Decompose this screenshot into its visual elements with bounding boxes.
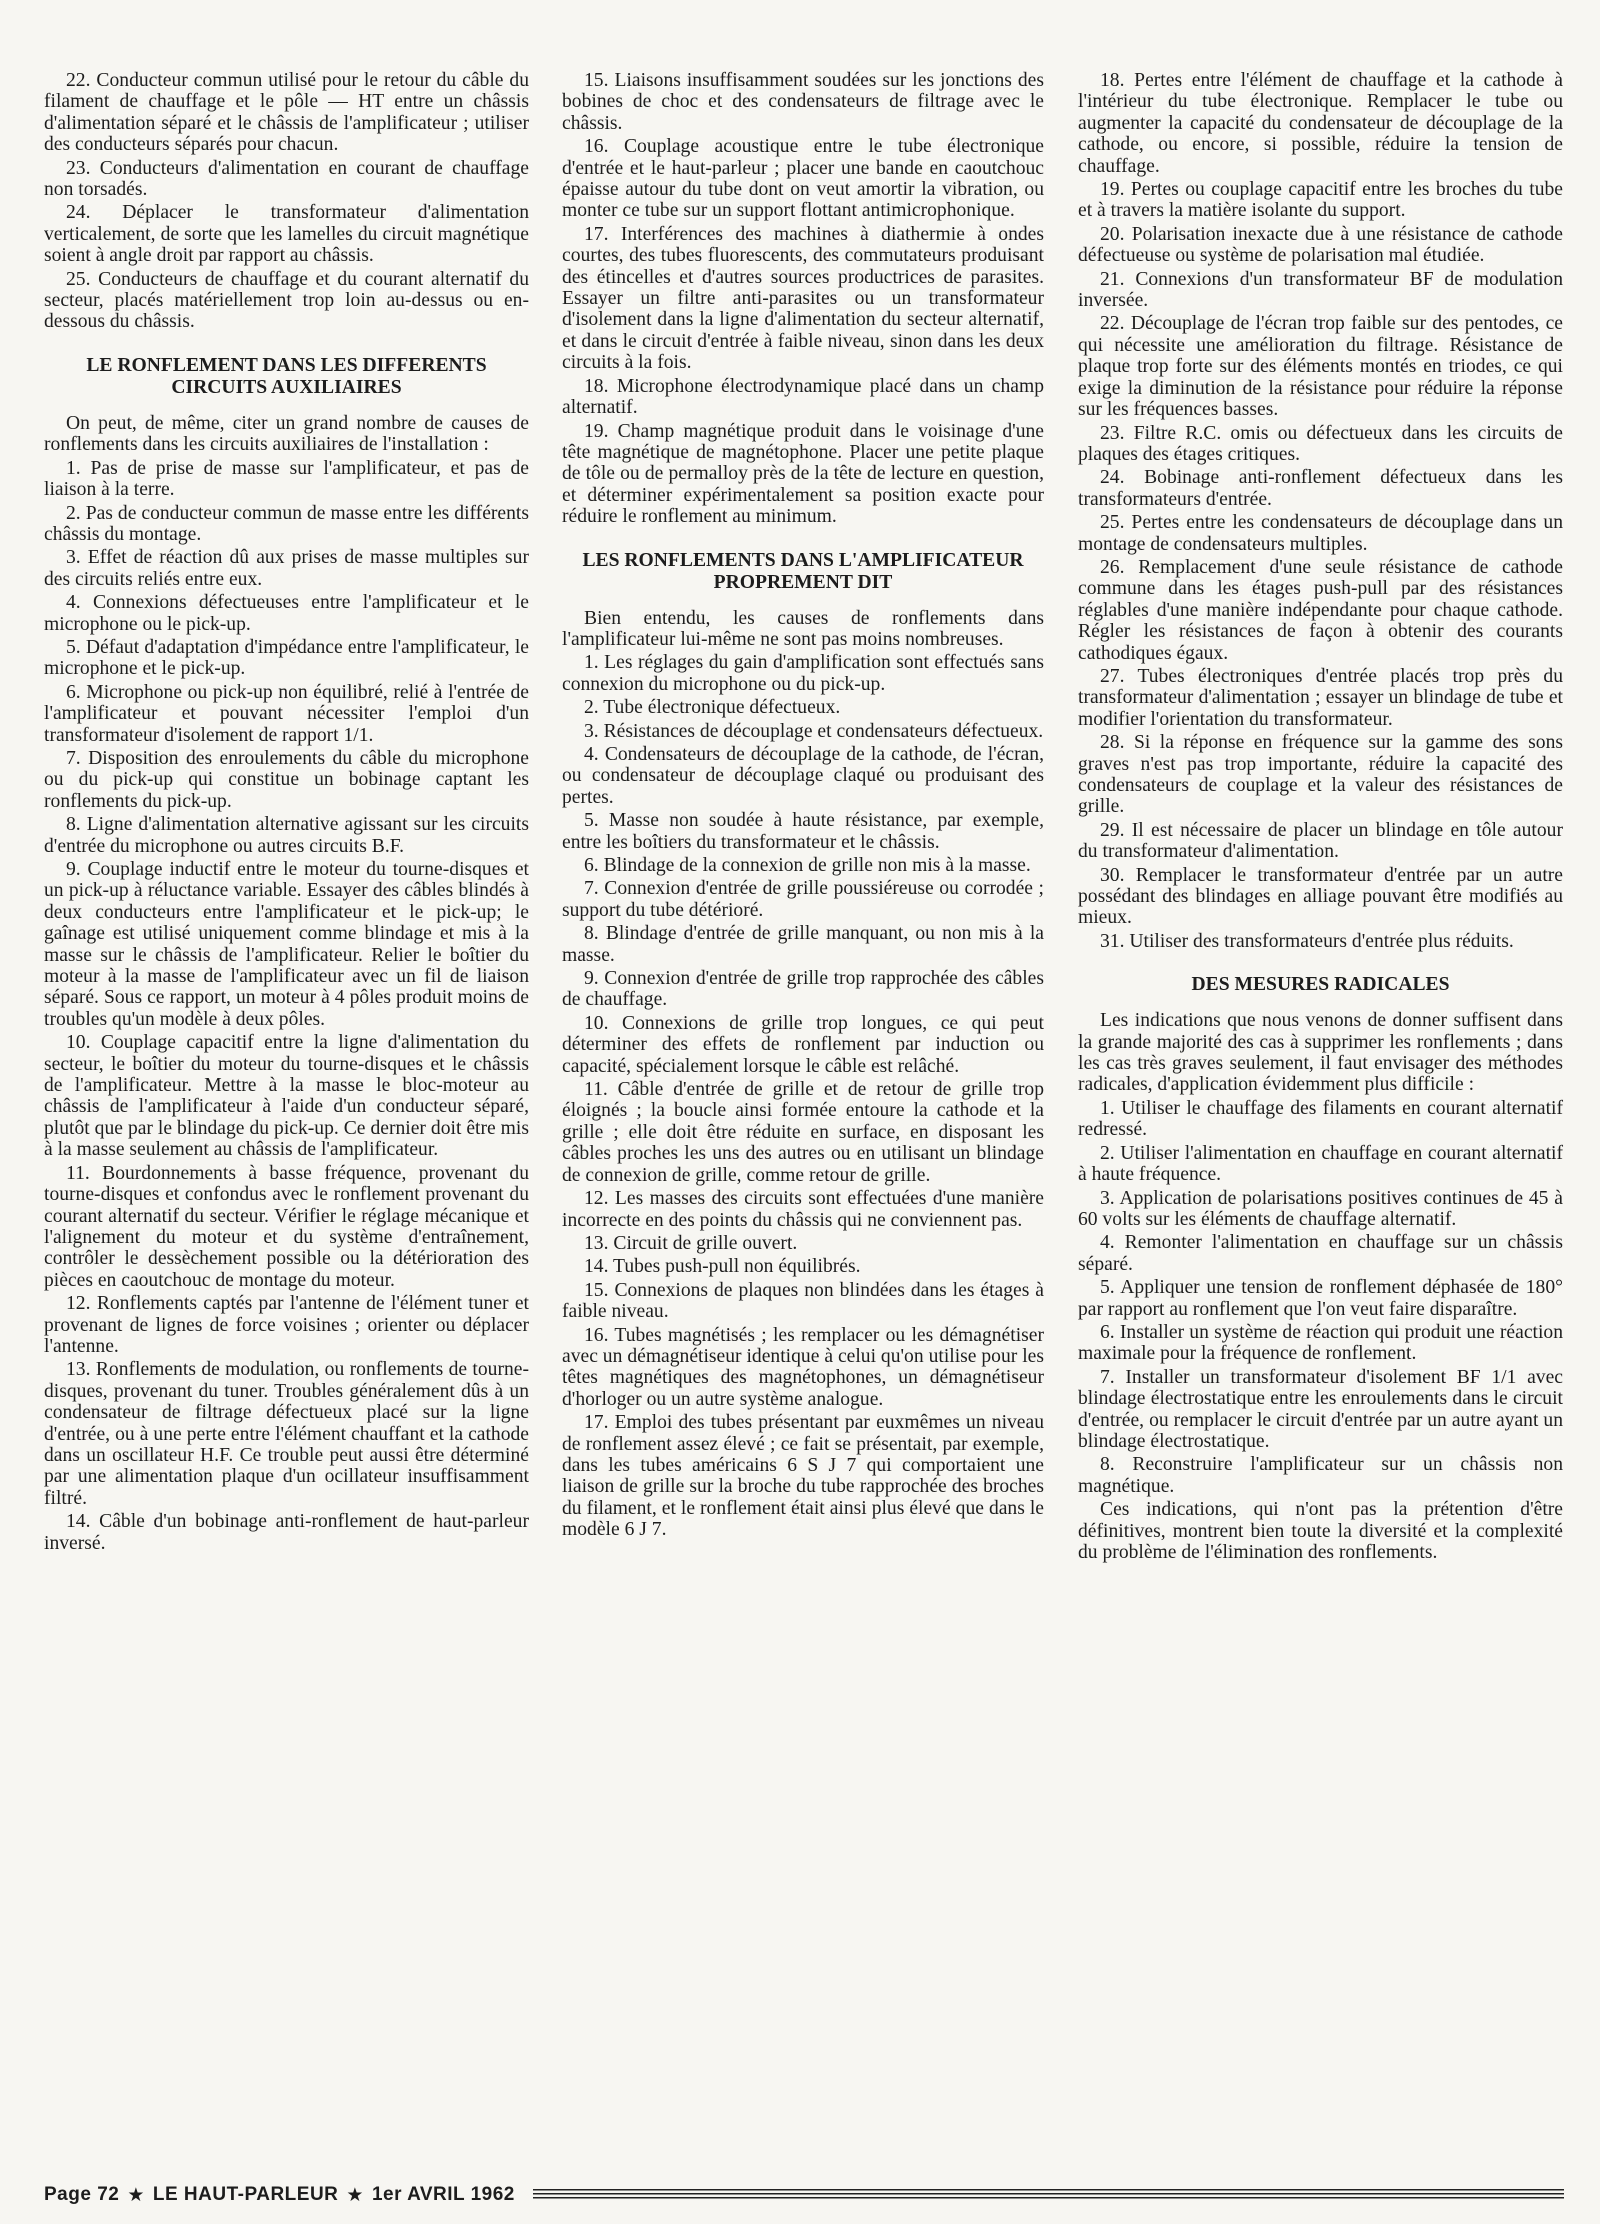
publication-name: LE HAUT-PARLEUR	[152, 2184, 339, 2205]
paragraph: 9. Connexion d'entrée de grille trop rapprochée des câbles de chauffage.	[562, 968, 1044, 1011]
page-number: Page 72	[44, 2184, 120, 2205]
paragraph: Ces indications, qui n'ont pas la prétention d'être définitives, montrent bien toute la diversité et la complexité du problème de l'élimination des ronflements.	[1078, 1499, 1563, 1563]
paragraph: 15. Connexions de plaques non blindées dans les étages à faible niveau.	[562, 1279, 1044, 1323]
paragraph: 19. Pertes ou couplage capacitif entre les broches du tube et à travers la matière isolante du support.	[1078, 179, 1563, 222]
footer-rule	[533, 2189, 1564, 2201]
paragraph: 3. Résistances de découplage et condensateurs défectueux.	[584, 720, 1044, 742]
paragraph: 1. Les réglages du gain d'amplification sont effectués sans connexion du microphone ou du pick-up.	[562, 652, 1044, 695]
paragraph: 17. Emploi des tubes présentant par euxmêmes un niveau de ronflement assez élevé ; ce fait se présentait, par exemple, dans les tubes américains 6 S J 7 qui comportaient une liaison de grille sur la broche du tube rapprochée des broches du filament, et le ronflement était ainsi plus élevé que dans le modèle 6 J 7.	[562, 1412, 1044, 1541]
paragraph: 18. Pertes entre l'élément de chauffage et la cathode à l'intérieur du tube électronique. Remplacer le tube ou augmenter la capacité du condensateur de découplage de la cathode, ou encore, si possible, réduire la tension de chauffage.	[1078, 70, 1563, 177]
paragraph: 2. Pas de conducteur commun de masse entre les différents châssis du montage.	[44, 502, 529, 545]
paragraph: 4. Condensateurs de découplage de la cathode, de l'écran, ou condensateur de découplage claqué ou produisant des pertes.	[562, 743, 1044, 808]
paragraph: 1. Utiliser le chauffage des filaments en courant alternatif redressé.	[1078, 1097, 1563, 1141]
column-3	[1078, 70, 1563, 1565]
paragraph: 9. Couplage inductif entre le moteur du tourne-disques et un pick-up à réluctance variable. Essayer des câbles blindés à deux conducteurs entre l'amplificateur et le pick-up; le gaînage est utilisé uniquement comme blindage et mis à la masse sur le châssis de l'amplificateur. Relier le boîtier du moteur à la masse de l'amplificateur avec un fil de liaison séparé. Sous ce rapport, un moteur à 4 pôles produit moins de troubles qu'un modèle à deux pôles.	[44, 859, 529, 1030]
star-separator: ★	[127, 2184, 145, 2206]
paragraph: 30. Remplacer le transformateur d'entrée par un autre possédant des blindages en alliage pouvant être modifiés au mieux.	[1078, 864, 1563, 929]
paragraph: 10. Couplage capacitif entre la ligne d'alimentation du secteur, le boîtier du moteur du tourne-disques et le châssis de l'amplificateur. Mettre à la masse le bloc-moteur au châssis de l'amplificateur à l'aide d'un conducteur séparé, plutôt que par le blindage du pick-up. Ce dernier doit être mis à la masse seulement au châssis de l'amplificateur.	[44, 1032, 529, 1161]
paragraph: 7. Connexion d'entrée de grille poussiéreuse ou corrodée ; support du tube détérioré.	[562, 878, 1044, 921]
paragraph: 6. Microphone ou pick-up non équilibré, relié à l'entrée de l'amplificateur et pouvant nécessiter l'emploi d'un transformateur d'isolement de rapport 1/1.	[44, 681, 529, 746]
paragraph: 4. Connexions défectueuses entre l'amplificateur et le microphone ou le pick-up.	[44, 592, 529, 635]
paragraph: 5. Appliquer une tension de ronflement déphasée de 180° par rapport au ronflement que l'on veut faire disparaître.	[1078, 1277, 1563, 1320]
paragraph: 10. Connexions de grille trop longues, ce qui peut déterminer des effets de ronflement par induction ou capacité, spécialement lorsque le câble est relâché.	[562, 1012, 1044, 1077]
page-footer	[44, 2182, 1564, 2208]
paragraph: 20. Polarisation inexacte due à une résistance de cathode défectueuse ou système de polarisation mal étudiée.	[1078, 223, 1563, 267]
issue-date: 1er AVRIL 1962	[371, 2184, 515, 2205]
paragraph: 5. Défaut d'adaptation d'impédance entre l'amplificateur, le microphone et le pick-up.	[44, 636, 529, 680]
paragraph: 25. Conducteurs de chauffage et du courant alternatif du secteur, placés matériellement trop loin au-dessus ou en-dessous du châssis.	[44, 268, 529, 333]
paragraph: 6. Blindage de la connexion de grille non mis à la masse.	[584, 855, 1031, 876]
paragraph: 2. Tube électronique défectueux.	[584, 697, 841, 719]
section-heading: LE RONFLEMENT DANS LES DIFFERENTS CIRCUITS AUXILIAIRES	[86, 354, 487, 398]
paragraph: 3. Application de polarisations positives continues de 45 à 60 volts sur les éléments de chauffage alternatif.	[1078, 1187, 1563, 1230]
paragraph: 22. Découplage de l'écran trop faible sur des pentodes, ce qui nécessite une amélioration du filtrage. Résistance de plaque trop forte sur des éléments montés en triodes, ce qui exige la diminution de la résistance pour réduire la réponse sur les fréquences basses.	[1078, 313, 1563, 421]
paragraph: 26. Remplacement d'une seule résistance de cathode commune dans les étages push-pull par des résistances réglables d'une manière indépendante pour chaque cathode. Régler les résistances de façon à obtenir des courants cathodiques égaux.	[1078, 556, 1563, 664]
paragraph: 2. Utiliser l'alimentation en chauffage en courant alternatif à haute fréquence.	[1078, 1142, 1563, 1186]
paragraph: Bien entendu, les causes de ronflements dans l'amplificateur lui-même ne sont pas moins nombreuses.	[562, 607, 1044, 650]
paragraph: 25. Pertes entre les condensateurs de découplage dans un montage de condensateurs multiples.	[1078, 512, 1563, 555]
paragraph: 12. Ronflements captés par l'antenne de l'élément tuner et provenant de lignes de force voisines ; orienter ou déplacer l'antenne.	[44, 1293, 529, 1357]
paragraph: 7. Installer un transformateur d'isolement BF 1/1 avec blindage électrostatique entre les enroulements dans le circuit d'entrée, ou remplacer le circuit d'entrée par un autre ayant un blindage électrostatique.	[1078, 1366, 1563, 1452]
paragraph: 11. Bourdonnements à basse fréquence, provenant du tourne-disques et confondus avec le ronflement provenant du courant alternatif du secteur. Vérifier le réglage mécanique et l'alignement du moteur et du système d'entraînement, contrôler le dessèchement possible ou la détérioration des pièces en caoutchouc de montage du moteur.	[44, 1162, 529, 1291]
paragraph: 24. Déplacer le transformateur d'alimentation verticalement, de sorte que les lamelles du circuit magnétique soient à angle droit par rapport au châssis.	[44, 202, 529, 267]
paragraph: 12. Les masses des circuits sont effectuées d'une manière incorrecte en des points du châssis qui ne conviennent pas.	[562, 1188, 1044, 1231]
paragraph: 11. Câble d'entrée de grille et de retour de grille trop éloignés ; la boucle ainsi formée entoure la cathode et la grille ; elle doit être réduite en surface, en disposant les câbles proches les uns des autres ou en utilisant un blindage de connexion de grille, comme retour de grille.	[562, 1079, 1044, 1186]
paragraph: 14. Tubes push-pull non équilibrés.	[584, 1256, 861, 1278]
paragraph: 5. Masse non soudée à haute résistance, par exemple, entre les boîtiers du transformateur et le châssis.	[562, 810, 1044, 853]
paragraph: 6. Installer un système de réaction qui produit une réaction maximale pour la fréquence de ronflement.	[1078, 1321, 1563, 1365]
paragraph: 1. Pas de prise de masse sur l'amplificateur, et pas de liaison à la terre.	[44, 457, 529, 501]
paragraph: 16. Couplage acoustique entre le tube électronique d'entrée et le haut-parleur ; placer une bande en caoutchouc épaisse autour du tube dont on veut amortir la vibration, ou monter ce tube sur un support flottant antimicrophonique.	[562, 136, 1044, 222]
paragraph: 27. Tubes électroniques d'entrée placés trop près du transformateur d'alimentation ; essayer un blindage de tube et modifier l'orientation du transformateur.	[1078, 665, 1563, 730]
paragraph: 28. Si la réponse en fréquence sur la gamme des sons graves n'est pas trop importante, réduire la capacité des condensateurs de couplage et la valeur des résistances de grille.	[1078, 732, 1563, 818]
paragraph: 3. Effet de réaction dû aux prises de masse multiples sur des circuits reliés entre eux.	[44, 547, 529, 590]
paragraph: 22. Conducteur commun utilisé pour le retour du câble du filament de chauffage et le pôle — HT entre un châssis d'alimentation séparé et le châssis de l'amplificateur ; utiliser des conducteurs séparés pour chacun.	[44, 70, 529, 156]
column-2	[562, 70, 1044, 1543]
paragraph: 31. Utiliser des transformateurs d'entrée plus réduits.	[1100, 930, 1514, 952]
paragraph: 29. Il est nécessaire de placer un blindage en tôle autour du transformateur d'alimentation.	[1078, 819, 1563, 863]
paragraph: 24. Bobinage anti-ronflement défectueux dans les transformateurs d'entrée.	[1078, 467, 1563, 510]
paragraph: 15. Liaisons insuffisamment soudées sur les jonctions des bobines de choc et des condensateurs de filtrage avec le châssis.	[562, 70, 1044, 134]
paragraph: 7. Disposition des enroulements du câble du microphone ou du pick-up qui constitue un bobinage captant les ronflements du pick-up.	[44, 747, 529, 812]
paragraph: 8. Blindage d'entrée de grille manquant, ou non mis à la masse.	[562, 923, 1044, 966]
paragraph: 17. Interférences des machines à diathermie à ondes courtes, des tubes fluorescents, des commutateurs produisant des étincelles et d'autres sources productrices de parasites. Essayer un filtre anti-parasites ou un transformateur d'isolement dans la ligne d'alimentation du secteur alternatif, et dans le circuit d'entrée à faible niveau, sinon dans les deux circuits à la fois.	[562, 223, 1044, 374]
paragraph: 8. Reconstruire l'amplificateur sur un châssis non magnétique.	[1078, 1454, 1563, 1497]
paragraph: 14. Câble d'un bobinage anti-ronflement de haut-parleur inversé.	[44, 1511, 529, 1554]
paragraph: 4. Remonter l'alimentation en chauffage sur un châssis séparé.	[1078, 1232, 1563, 1275]
paragraph: Les indications que nous venons de donner suffisent dans la grande majorité des cas à supprimer les ronflements ; dans les cas très graves seulement, il faut envisager des méthodes radicales, d'application évidemment plus difficile :	[1078, 1010, 1563, 1096]
paragraph: 16. Tubes magnétisés ; les remplacer ou les démagnétiser avec un démagnétiseur identique à celui qu'on utilise pour les têtes magnétiques des magnétophones, un démagnétiseur d'horloger ou un autre système analogue.	[562, 1324, 1044, 1410]
section-heading: DES MESURES RADICALES	[1191, 974, 1450, 996]
paragraph: On peut, de même, citer un grand nombre de causes de ronflements dans les circuits auxiliaires de l'installation :	[44, 412, 529, 456]
paragraph: 23. Conducteurs d'alimentation en courant de chauffage non torsadés.	[44, 157, 529, 201]
paragraph: 8. Ligne d'alimentation alternative agissant sur les circuits d'entrée du microphone ou autres circuits B.F.	[44, 814, 529, 857]
column-1	[44, 70, 529, 1556]
paragraph: 21. Connexions d'un transformateur BF de modulation inversée.	[1078, 268, 1563, 312]
paragraph: 19. Champ magnétique produit dans le voisinage d'une tête magnétique de magnétophone. Placer une petite plaque de tôle ou de permalloy près de la tête de lecture en question, et déterminer expérimentalement sa position exacte pour réduire le ronflement au minimum.	[562, 420, 1044, 528]
star-separator: ★	[346, 2184, 364, 2206]
paragraph: 23. Filtre R.C. omis ou défectueux dans les circuits de plaques des étages critiques.	[1078, 422, 1563, 465]
paragraph: 13. Circuit de grille ouvert.	[584, 1232, 798, 1254]
paragraph: 13. Ronflements de modulation, ou ronflements de tourne-disques, provenant du tuner. Troubles généralement dûs à un condensateur de filtrage défectueux placé sur la ligne d'entrée, ou à une perte entre l'élément chauffant et la cathode dans un oscillateur H.F. Ce trouble peut aussi être déterminé par une alimentation plaque d'un ocillateur insuffisamment filtré.	[44, 1359, 529, 1509]
paragraph: 18. Microphone électrodynamique placé dans un champ alternatif.	[562, 375, 1044, 419]
section-heading: LES RONFLEMENTS DANS L'AMPLIFICATEUR PROPREMENT DIT	[582, 549, 1024, 593]
